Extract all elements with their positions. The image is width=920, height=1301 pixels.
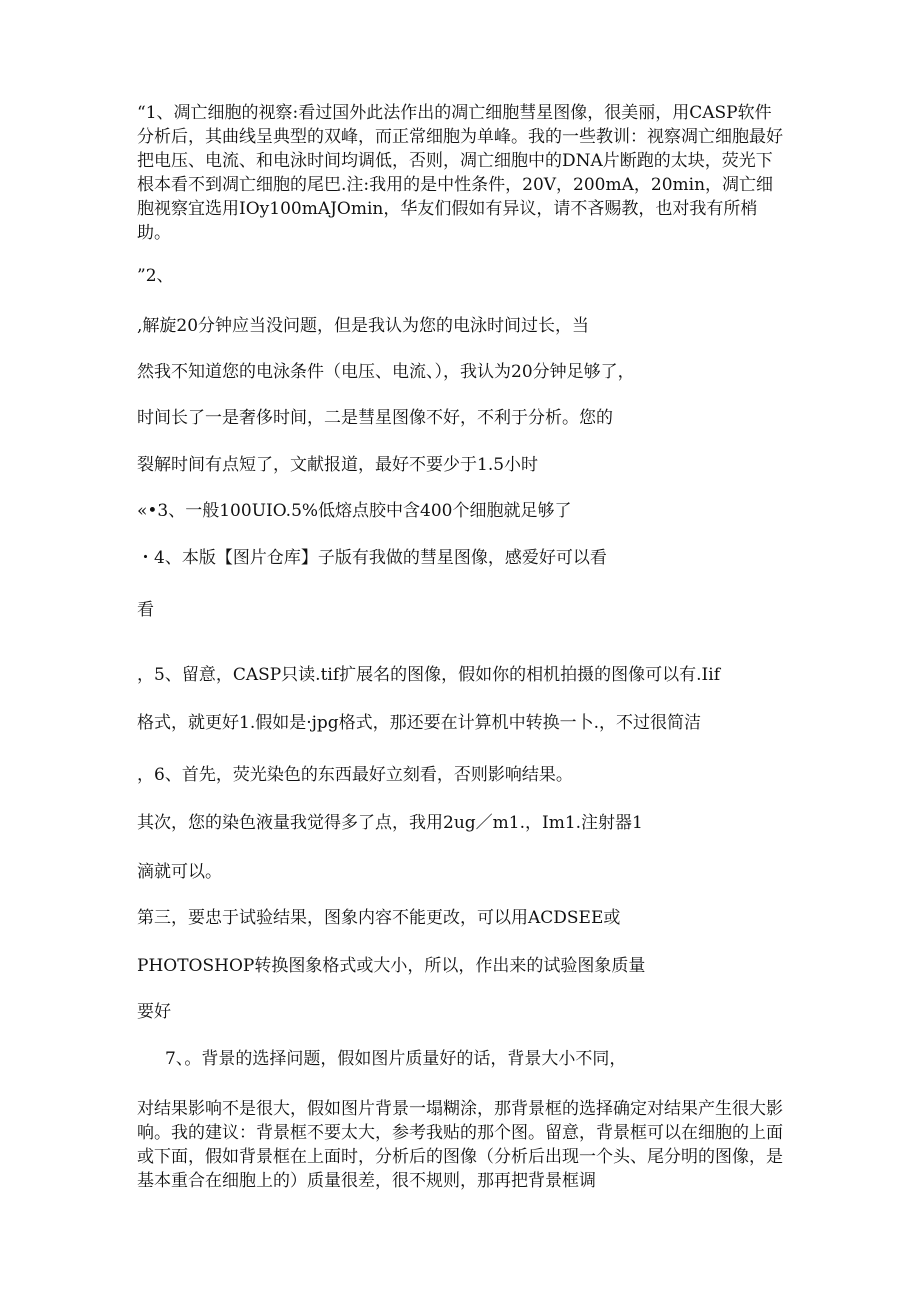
text-line: «•3、一般100UIO.5%低熔点胶中含400个细胞就足够了 (137, 501, 572, 521)
intro-paragraph: “1、凋亡细胞的视察:看过国外此法作出的凋亡细胞彗星图像，很美丽，用CASP软件分析后，其曲线呈典型的双峰，而正常细胞为单峰。我的一些教训：视察凋亡细胞最好把电压、电流、和电泳时间均调低，否则，凋亡细胞中的DNA片断跑的太块，荧光下根本看不到凋亡细胞的尾巴.注:我用的是中性条件，20V，200mA，20min，凋亡细胞视察宜选用IOy100mAJOmin，华友们假如有异议，请不吝赐教，也对我有所梢助。 (137, 103, 783, 243)
text-line: 然我不知道您的电泳条件（电压、电流、），我认为20分钟足够了， (137, 362, 635, 382)
text-line: PHOTOSHOP转换图象格式或大小，所以，作出来的试验图象质量 (137, 956, 646, 976)
text-line: 7、。背景的选择问题，假如图片质量好的话，背景大小不同， (165, 1049, 627, 1069)
text-line: 滴就可以。 (137, 862, 222, 882)
text-line: ，6、首先，荧光染色的东西最好立刻看，否则影响结果。 (137, 765, 573, 785)
text-line: 其次，您的染色液量我觉得多了点，我用2ug／m1.，Im1.注射器1 (137, 813, 643, 833)
text-line: 要好 (137, 1002, 171, 1022)
text-line: ・4、本版【图片仓库】子版有我做的彗星图像，感爱好可以看 (137, 548, 607, 568)
text-line: 看 (137, 600, 154, 620)
text-line: 裂解时间有点短了，文献报道，最好不要少于1.5小时 (137, 455, 539, 475)
text-line: ,解旋20分钟应当没问题，但是我认为您的电泳时间过长，当 (137, 316, 590, 336)
text-line: ，5、留意，CASP只读.tif扩展名的图像，假如你的相机拍摄的图像可以有.Iif (137, 665, 720, 685)
final-paragraph: 对结果影响不是很大，假如图片背景一塌糊涂，那背景框的选择确定对结果产生很大影响。我的建议：背景框不要太大，参考我贴的那个图。留意，背景框可以在细胞的上面或下面，假如背景框在上面时，分析后的图像（分析后出现一个头、尾分明的图像，是基本重合在细胞上的）质量很差，很不规则，那再把背景框调 (137, 1099, 783, 1191)
text-line: 时间长了一是奢侈时间，二是彗星图像不好，不利于分析。您的 (137, 408, 613, 428)
text-line: 格式，就更好1.假如是·jpg格式，那还要在计算机中转换一卜.，不过很简洁 (137, 713, 702, 733)
text-line: 第三，要忠于试验结果，图象内容不能更改，可以用ACDSEE或 (137, 908, 621, 928)
text-line: ”2、 (137, 266, 174, 286)
